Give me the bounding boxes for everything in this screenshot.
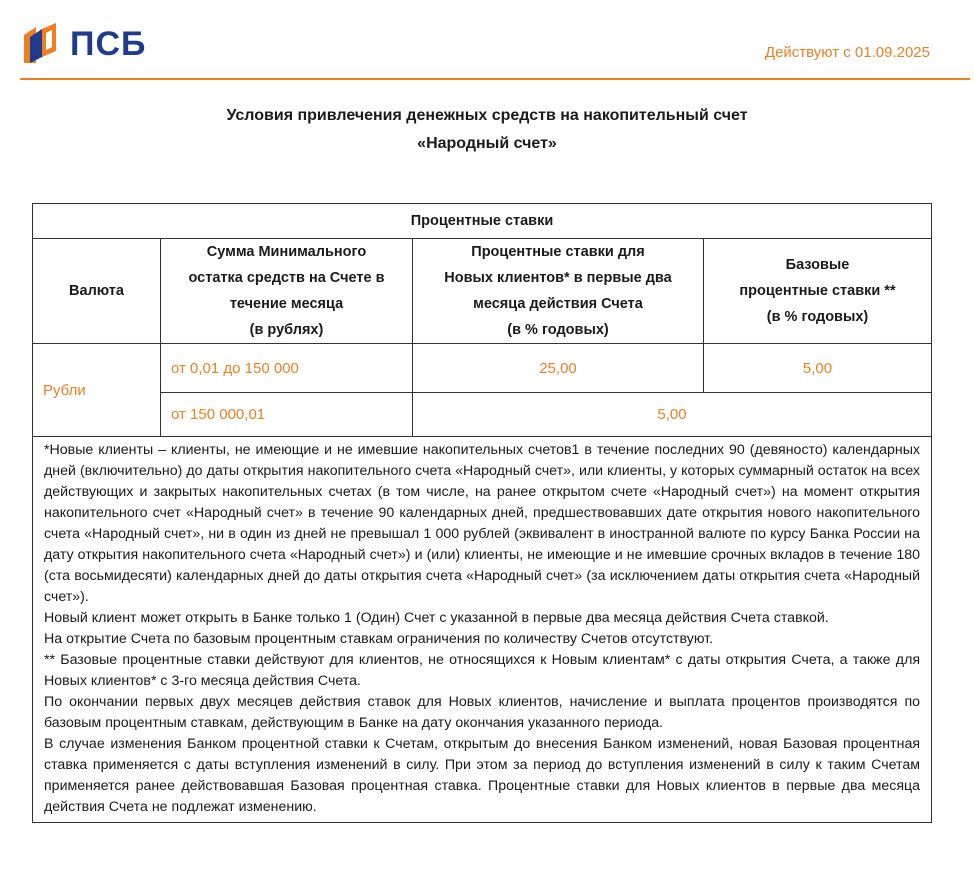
header-new-client-line: Новых клиентов* в первые два	[444, 270, 672, 286]
page-header	[0, 0, 974, 80]
header-base-line: процентные ставки **	[739, 283, 896, 299]
psb-logo-icon	[22, 23, 58, 63]
rates-table	[32, 203, 932, 823]
header-divider	[20, 78, 970, 80]
footnote-paragraph: *Новые клиенты – клиенты, не имеющие и не имевшие накопительных счетов1 в течение последних 90 (девяносто) календарных дней (включительно) до даты открытия накопительного счета «Народный счет», или клиенты, у которых суммарный остаток на всех действующих и закрытых накопительных счетах (в том числе, на ранее открытом счете «Народный счет») на момент открытия накопительного счет «Народный счет» в течение 90 календарных дней, предшествовавших дате открытия нового накопительного счета «Народный счет», ни в один из дней не превышал 1 000 рублей (эквивалент в иностранной валюте по курсу Банка России на дату открытия накопительного счета «Народный счет») и (или) клиенты, не имеющие и не имевшие срочных вкладов в течение 180 (ста восьмидесяти) календарных дней до даты открытия счета «Народный счет» (за исключением даты открытия счета «Народный счет»).	[44, 442, 921, 605]
header-base-line: Базовые	[785, 257, 850, 273]
header-new-client-rates	[413, 239, 704, 344]
header-new-client-line: Процентные ставки для	[471, 244, 645, 260]
title-line-2: «Народный счет»	[417, 135, 557, 152]
table-row	[33, 344, 932, 393]
footnote-paragraph: ** Базовые процентные ставки действуют для клиентов, не относящихся к Новым клиентам* с даты открытия Счета, а также для Новых клиентов* с 3-го месяца действия Счета.	[44, 652, 921, 689]
base-rate-cell: 5,00	[704, 344, 932, 393]
header-min-balance-line: остатка средств на Счете в	[188, 270, 385, 286]
header-new-client-line: (в % годовых)	[507, 322, 609, 338]
title-line-1: Условия привлечения денежных средств на накопительный счет	[226, 107, 748, 124]
footnote-paragraph: На открытие Счета по базовым процентным ставкам ограничения по количеству Счетов отсутствуют.	[44, 631, 714, 647]
effective-date: Действуют с 01.09.2025	[764, 44, 930, 61]
range-cell: от 150 000,01	[161, 393, 413, 437]
page-title	[0, 102, 974, 158]
header-min-balance	[161, 239, 413, 344]
table-row	[33, 393, 932, 437]
footnote-paragraph: В случае изменения Банком процентной ставки к Счетам, открытым до внесения Банком изменений, новая Базовая процентная ставка применяется с даты вступления изменений в силу. При этом за период до вступления изменений в силу к таким Счетам применяется ранее действовавшая Базовая процентная ставка. Процентные ставки для Новых клиентов в первые два месяца действия Счета не подлежат изменению.	[44, 736, 921, 815]
header-min-balance-line: течение месяца	[229, 296, 344, 312]
logo-text: ПСБ	[70, 25, 147, 63]
currency-cell: Рубли	[33, 344, 161, 437]
rate-cell: 5,00	[413, 393, 932, 437]
footnote-paragraph: Новый клиент может открыть в Банке только 1 (Один) Счет с указанной в первые два месяца действия Счета ставкой.	[44, 610, 829, 626]
header-min-balance-line: (в рублях)	[249, 322, 324, 338]
header-new-client-line: месяца действия Счета	[473, 296, 643, 312]
header-base-line: (в % годовых)	[766, 309, 869, 325]
new-rate-cell: 25,00	[413, 344, 704, 393]
header-currency: Валюта	[33, 239, 161, 344]
footnote-paragraph: По окончании первых двух месяцев действия ставок для Новых клиентов, начисление и выплата процентов производятся по базовым процентным ставкам, действующим в Банке на дату окончания указанного периода.	[44, 694, 921, 731]
header-base-rates	[704, 239, 932, 344]
header-min-balance-line: Сумма Минимального	[206, 244, 367, 260]
range-cell: от 0,01 до 150 000	[161, 344, 413, 393]
footnotes	[33, 437, 932, 823]
table-caption: Процентные ставки	[33, 204, 932, 239]
